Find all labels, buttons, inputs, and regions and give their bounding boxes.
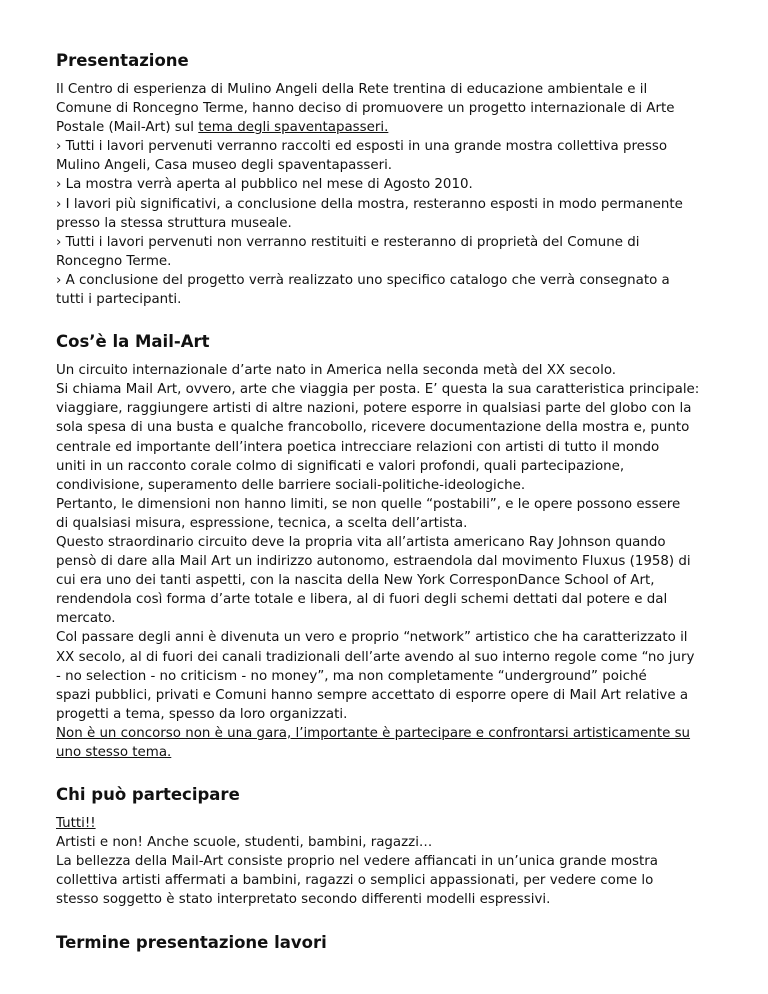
paragraph-line: Roncegno Terme.	[56, 253, 172, 269]
section-mail-art	[56, 331, 716, 762]
paragraph-line: pensò di dare alla Mail Art un indirizzo autonomo, estraendola dal movimento Fluxus (1958) di	[56, 554, 691, 570]
paragraph-line: centrale ed importante dell’intera poetica intrecciare relazioni con artisti di tutto il mondo	[56, 439, 660, 455]
paragraph-line: Artisti e non! Anche scuole, studenti, bambini, ragazzi…	[56, 835, 433, 851]
paragraph-line: viaggiare, raggiungere artisti di altre nazioni, potere esporre in qualsiasi parte del globo con la	[56, 401, 692, 417]
paragraph-line: progetti a tema, spesso da loro organizzati.	[56, 706, 348, 722]
document-page	[56, 50, 716, 976]
paragraph-line: › A conclusione del progetto verrà realizzato uno specifico catalogo che verrà consegnato a	[56, 272, 670, 288]
paragraph-line: condivisione, superamento delle barriere sociali-politiche-ideologiche.	[56, 477, 526, 493]
paragraph-line: sola spesa di una busta e qualche francobollo, ricevere documentazione della mostra e, punto	[56, 420, 690, 436]
underlined-statement: Non è un concorso non è una gara, l’importante è partecipare e confrontarsi artisticamente su	[56, 725, 691, 741]
paragraph-line: Pertanto, le dimensioni non hanno limiti, se non quelle “postabili”, e le opere possono essere	[56, 496, 681, 512]
section-body	[56, 80, 716, 309]
paragraph-line: spazi pubblici, privati e Comuni hanno sempre accettato di esporre opere di Mail Art relative a	[56, 687, 689, 703]
section-heading: Presentazione	[56, 51, 189, 70]
paragraph-line: Si chiama Mail Art, ovvero, arte che viaggia per posta. E’ questa la sua caratteristica principale:	[56, 382, 700, 398]
underlined-statement: uno stesso tema.	[56, 745, 172, 760]
paragraph-line: collettiva artisti affermati a bambini, ragazzi o semplici appassionati, per vedere come lo	[56, 873, 654, 889]
section-chi-puo-partecipare	[56, 784, 716, 909]
section-heading: Chi può partecipare	[56, 785, 240, 805]
paragraph-line: uniti in un racconto corale colmo di significati e valori profondi, quali partecipazione,	[56, 458, 625, 474]
paragraph-line-with-link	[56, 118, 716, 137]
underlined-theme-text: tema degli spaventapasseri.	[198, 120, 389, 136]
paragraph-line: › La mostra verrà aperta al pubblico nel mese di Agosto 2010.	[56, 177, 473, 193]
paragraph-line: rendendola così forma d’arte totale e libera, al di fuori degli schemi dettati dal potere e dal	[56, 592, 668, 608]
paragraph-line: › Tutti i lavori pervenuti non verranno restituiti e resteranno di proprietà del Comune di	[56, 234, 640, 250]
paragraph-line: › I lavori più significativi, a conclusione della mostra, resteranno esposti in modo permanente	[56, 196, 683, 212]
section-body	[56, 361, 716, 762]
paragraph-line: › Tutti i lavori pervenuti verranno raccolti ed esposti in una grande mostra collettiva presso	[56, 139, 668, 155]
paragraph-line: mercato.	[56, 611, 116, 627]
paragraph-line: Comune di Roncegno Terme, hanno deciso di promuovere un progetto internazionale di Arte	[56, 101, 675, 117]
section-termine	[56, 932, 716, 954]
paragraph-line: Questo straordinario circuito deve la propria vita all’artista americano Ray Johnson quando	[56, 534, 666, 550]
underlined-emphasis: Tutti!!	[56, 816, 96, 832]
paragraph-line: tutti i partecipanti.	[56, 292, 182, 308]
section-heading: Termine presentazione lavori	[56, 932, 327, 952]
paragraph-line: Mulino Angeli, Casa museo degli spaventapasseri.	[56, 158, 393, 174]
paragraph-line: La bellezza della Mail-Art consiste proprio nel vedere affiancati in un’unica grande mostra	[56, 854, 658, 870]
paragraph-line: presso la stessa struttura museale.	[56, 215, 292, 231]
paragraph-line: cui era uno dei tanti aspetti, con la nascita della New York CorresponDance School of Art,	[56, 573, 655, 589]
paragraph-line: di qualsiasi misura, espressione, tecnica, a scelta dell’artista.	[56, 515, 468, 531]
paragraph-line: - no selection - no criticism - no money”, ma non completamente “underground” poiché	[56, 668, 647, 684]
section-body	[56, 814, 716, 909]
paragraph-line: Col passare degli anni è divenuta un vero e proprio “network” artistico che ha caratterizzato il	[56, 630, 688, 646]
paragraph-line: stesso soggetto è stato interpretato secondo differenti modelli espressivi.	[56, 892, 551, 908]
section-presentazione	[56, 50, 716, 309]
paragraph-line: Un circuito internazionale d’arte nato in America nella seconda metà del XX secolo.	[56, 363, 617, 379]
paragraph-line: Il Centro di esperienza di Mulino Angeli della Rete trentina di educazione ambientale e il	[56, 82, 648, 97]
paragraph-line: XX secolo, al di fuori dei canali tradizionali dell’arte avendo al suo interno regole come “no jury	[56, 649, 695, 665]
paragraph-text: Postale (Mail-Art) sul	[56, 120, 199, 136]
section-heading: Cos’è la Mail-Art	[56, 332, 210, 352]
